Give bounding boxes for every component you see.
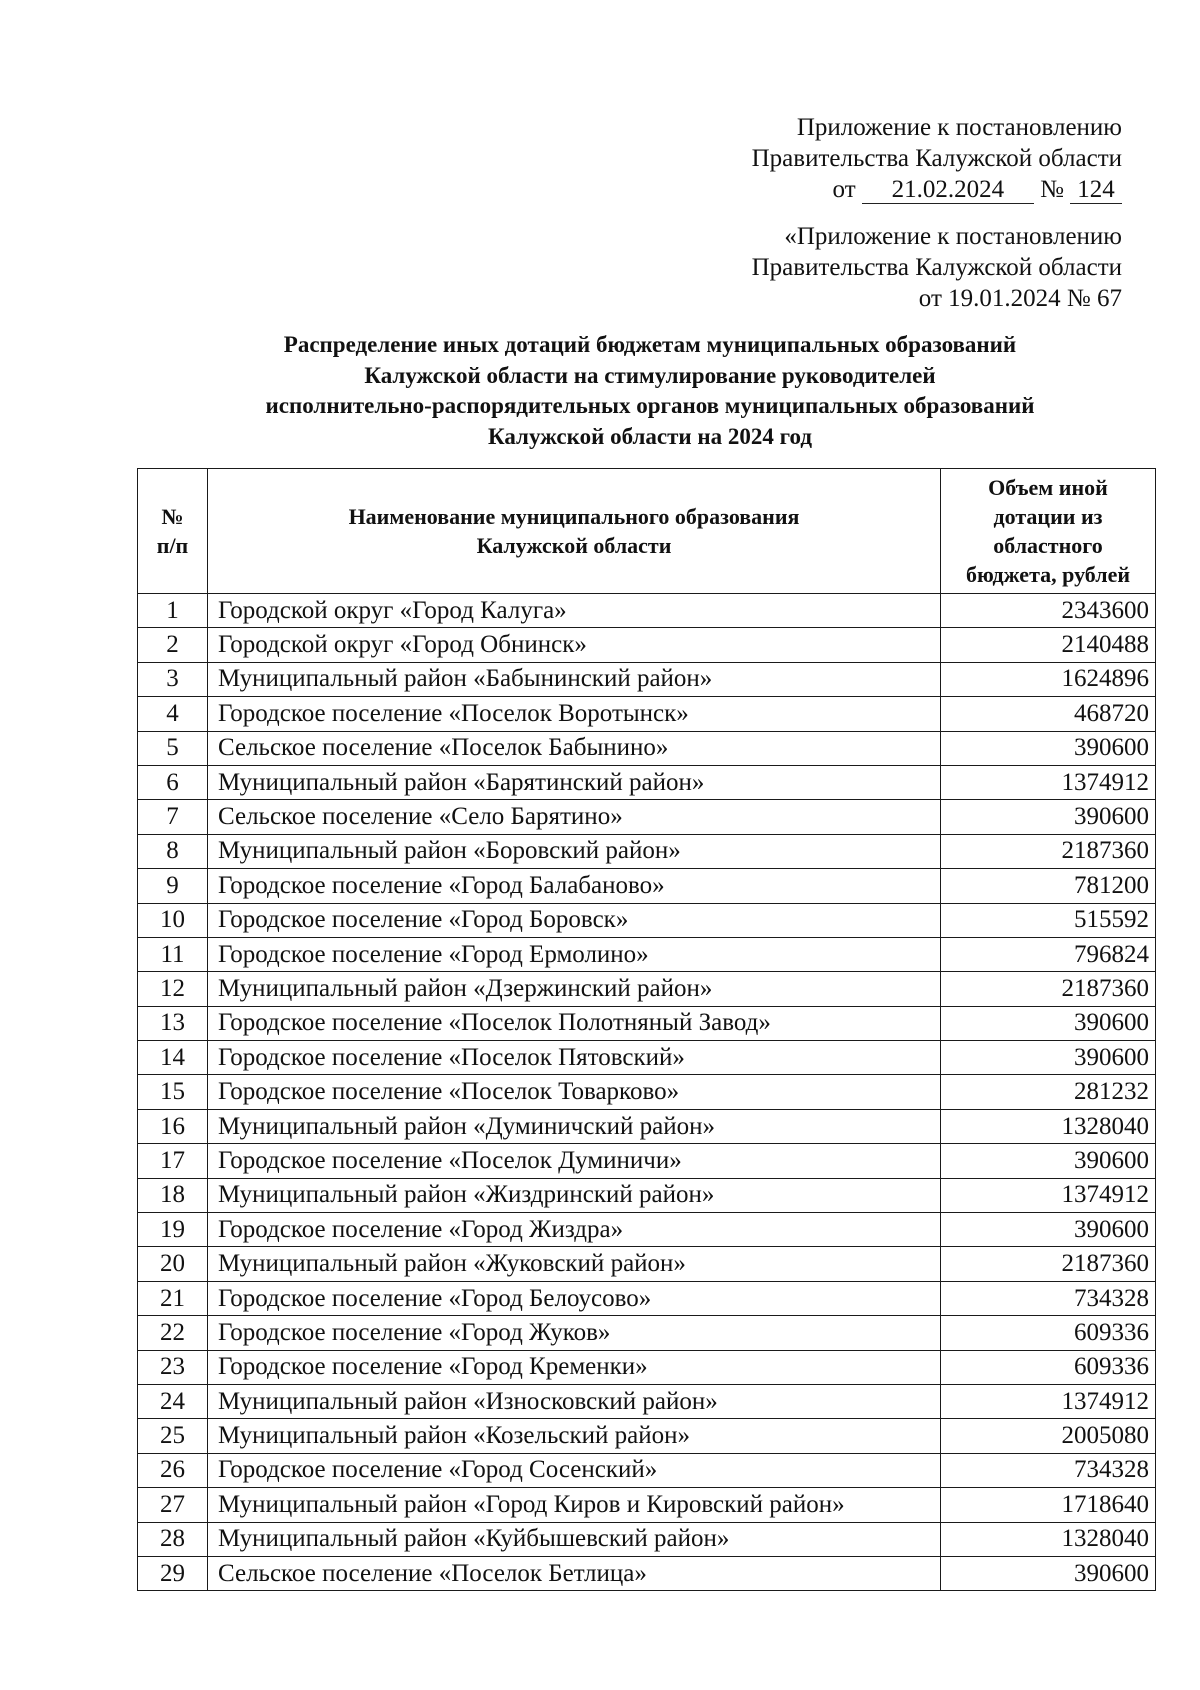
municipality-name: Сельское поселение «Поселок Бетлица» bbox=[208, 1556, 941, 1590]
row-number: 11 bbox=[138, 937, 208, 971]
municipality-name: Муниципальный район «Город Киров и Кировский район» bbox=[208, 1488, 941, 1522]
subsidy-amount: 609336 bbox=[941, 1350, 1156, 1384]
subsidy-amount: 2187360 bbox=[941, 972, 1156, 1006]
document-title bbox=[140, 330, 1160, 452]
row-number: 24 bbox=[138, 1384, 208, 1418]
table-body bbox=[138, 594, 1156, 1591]
municipality-name: Городское поселение «Город Кременки» bbox=[208, 1350, 941, 1384]
subsidy-amount: 1374912 bbox=[941, 765, 1156, 799]
row-number: 8 bbox=[138, 834, 208, 868]
municipality-name: Муниципальный район «Бабынинский район» bbox=[208, 662, 941, 696]
row-number: 7 bbox=[138, 800, 208, 834]
row-number: 29 bbox=[138, 1556, 208, 1590]
municipality-name: Муниципальный район «Жуковский район» bbox=[208, 1247, 941, 1281]
table-row bbox=[138, 1453, 1156, 1487]
row-number: 18 bbox=[138, 1178, 208, 1212]
table-row bbox=[138, 972, 1156, 1006]
row-number: 23 bbox=[138, 1350, 208, 1384]
previous-appendix-line-3: от 19.01.2024 № 67 bbox=[918, 285, 1122, 312]
municipality-name: Городское поселение «Город Жуков» bbox=[208, 1316, 941, 1350]
subsidy-amount: 515592 bbox=[941, 903, 1156, 937]
row-number: 6 bbox=[138, 765, 208, 799]
municipality-name: Муниципальный район «Барятинский район» bbox=[208, 765, 941, 799]
table-row bbox=[138, 1350, 1156, 1384]
date-prefix: от bbox=[832, 176, 856, 203]
decree-date: 21.02.2024 bbox=[862, 177, 1034, 204]
municipality-name: Городское поселение «Город Белоусово» bbox=[208, 1281, 941, 1315]
table-row bbox=[138, 662, 1156, 696]
allocation-table bbox=[137, 468, 1156, 1591]
municipality-name: Городское поселение «Город Жиздра» bbox=[208, 1213, 941, 1247]
municipality-name: Городское поселение «Поселок Думиничи» bbox=[208, 1144, 941, 1178]
subsidy-amount: 1328040 bbox=[941, 1522, 1156, 1556]
table-row bbox=[138, 937, 1156, 971]
row-number: 14 bbox=[138, 1041, 208, 1075]
column-header-name-line-2: Калужской области bbox=[476, 533, 672, 558]
table-row bbox=[138, 765, 1156, 799]
municipality-name: Городское поселение «Поселок Пятовский» bbox=[208, 1041, 941, 1075]
municipality-name: Городское поселение «Город Боровск» bbox=[208, 903, 941, 937]
previous-appendix-line-2: Правительства Калужской области bbox=[751, 254, 1122, 281]
row-number: 4 bbox=[138, 697, 208, 731]
subsidy-amount: 1374912 bbox=[941, 1384, 1156, 1418]
title-line-2: Калужской области на стимулирование руководителей bbox=[364, 362, 936, 388]
row-number: 20 bbox=[138, 1247, 208, 1281]
subsidy-amount: 734328 bbox=[941, 1281, 1156, 1315]
table-row bbox=[138, 628, 1156, 662]
appendix-line-1: Приложение к постановлению bbox=[796, 114, 1122, 141]
row-number: 1 bbox=[138, 594, 208, 628]
municipality-name: Муниципальный район «Куйбышевский район» bbox=[208, 1522, 941, 1556]
column-header-value bbox=[941, 469, 1156, 594]
municipality-name: Муниципальный район «Козельский район» bbox=[208, 1419, 941, 1453]
municipality-name: Муниципальный район «Жиздринский район» bbox=[208, 1178, 941, 1212]
row-number: 12 bbox=[138, 972, 208, 1006]
row-number: 9 bbox=[138, 869, 208, 903]
subsidy-amount: 390600 bbox=[941, 1556, 1156, 1590]
municipality-name: Сельское поселение «Село Барятино» bbox=[208, 800, 941, 834]
municipality-name: Городское поселение «Город Ермолино» bbox=[208, 937, 941, 971]
row-number: 26 bbox=[138, 1453, 208, 1487]
municipality-name: Городской округ «Город Калуга» bbox=[208, 594, 941, 628]
row-number: 19 bbox=[138, 1213, 208, 1247]
table-row bbox=[138, 1316, 1156, 1350]
subsidy-amount: 1718640 bbox=[941, 1488, 1156, 1522]
decree-number: 124 bbox=[1070, 177, 1122, 204]
row-number: 17 bbox=[138, 1144, 208, 1178]
subsidy-amount: 390600 bbox=[941, 1041, 1156, 1075]
subsidy-amount: 2343600 bbox=[941, 594, 1156, 628]
table-row bbox=[138, 1281, 1156, 1315]
table-row bbox=[138, 1144, 1156, 1178]
subsidy-amount: 2140488 bbox=[941, 628, 1156, 662]
municipality-name: Городское поселение «Поселок Полотняный Завод» bbox=[208, 1006, 941, 1040]
table-row bbox=[138, 1488, 1156, 1522]
appendix-header bbox=[752, 112, 1122, 314]
subsidy-amount: 1374912 bbox=[941, 1178, 1156, 1212]
table-row bbox=[138, 903, 1156, 937]
municipality-name: Муниципальный район «Думиничский район» bbox=[208, 1109, 941, 1143]
subsidy-amount: 2187360 bbox=[941, 834, 1156, 868]
row-number: 13 bbox=[138, 1006, 208, 1040]
title-line-4: Калужской области на 2024 год bbox=[487, 423, 813, 449]
municipality-name: Городской округ «Город Обнинск» bbox=[208, 628, 941, 662]
subsidy-amount: 781200 bbox=[941, 869, 1156, 903]
row-number: 25 bbox=[138, 1419, 208, 1453]
table-row bbox=[138, 731, 1156, 765]
municipality-name: Сельское поселение «Поселок Бабынино» bbox=[208, 731, 941, 765]
table-row bbox=[138, 1556, 1156, 1590]
row-number: 10 bbox=[138, 903, 208, 937]
subsidy-amount: 281232 bbox=[941, 1075, 1156, 1109]
row-number: 28 bbox=[138, 1522, 208, 1556]
number-sign: № bbox=[1040, 176, 1064, 203]
subsidy-amount: 796824 bbox=[941, 937, 1156, 971]
subsidy-amount: 609336 bbox=[941, 1316, 1156, 1350]
municipality-name: Городское поселение «Поселок Товарково» bbox=[208, 1075, 941, 1109]
table-row bbox=[138, 594, 1156, 628]
subsidy-amount: 2005080 bbox=[941, 1419, 1156, 1453]
title-line-1: Распределение иных дотаций бюджетам муниципальных образований bbox=[283, 332, 1017, 357]
column-header-value-line-2: дотации из bbox=[993, 504, 1103, 529]
subsidy-amount: 1328040 bbox=[941, 1109, 1156, 1143]
column-header-name-line-1: Наименование муниципального образования bbox=[348, 504, 800, 529]
table-header-row bbox=[138, 469, 1156, 594]
column-header-value-line-4: бюджета, рублей bbox=[965, 562, 1131, 587]
subsidy-amount: 468720 bbox=[941, 697, 1156, 731]
municipality-name: Муниципальный район «Износковский район» bbox=[208, 1384, 941, 1418]
municipality-name: Городское поселение «Город Балабаново» bbox=[208, 869, 941, 903]
subsidy-amount: 390600 bbox=[941, 1213, 1156, 1247]
row-number: 16 bbox=[138, 1109, 208, 1143]
row-number: 5 bbox=[138, 731, 208, 765]
municipality-name: Городское поселение «Поселок Воротынск» bbox=[208, 697, 941, 731]
row-number: 3 bbox=[138, 662, 208, 696]
subsidy-amount: 390600 bbox=[941, 731, 1156, 765]
column-header-number-line-1: № bbox=[161, 504, 184, 529]
subsidy-amount: 390600 bbox=[941, 1144, 1156, 1178]
table-row bbox=[138, 800, 1156, 834]
column-header-value-line-3: областного bbox=[993, 533, 1103, 558]
municipality-name: Муниципальный район «Боровский район» bbox=[208, 834, 941, 868]
row-number: 15 bbox=[138, 1075, 208, 1109]
subsidy-amount: 390600 bbox=[941, 800, 1156, 834]
column-header-number-line-2: п/п bbox=[156, 533, 189, 558]
column-header-name bbox=[208, 469, 941, 594]
row-number: 22 bbox=[138, 1316, 208, 1350]
table-row bbox=[138, 1213, 1156, 1247]
subsidy-amount: 390600 bbox=[941, 1006, 1156, 1040]
table-row bbox=[138, 834, 1156, 868]
title-line-3: исполнительно-распорядительных органов муниципальных образований bbox=[265, 393, 1035, 418]
table-row bbox=[138, 869, 1156, 903]
municipality-name: Муниципальный район «Дзержинский район» bbox=[208, 972, 941, 1006]
municipality-name: Городское поселение «Город Сосенский» bbox=[208, 1453, 941, 1487]
row-number: 2 bbox=[138, 628, 208, 662]
table-row bbox=[138, 1075, 1156, 1109]
appendix-date-line bbox=[752, 174, 1122, 205]
table-row bbox=[138, 1006, 1156, 1040]
table-row bbox=[138, 697, 1156, 731]
previous-appendix-line-1: «Приложение к постановлению bbox=[784, 223, 1122, 250]
row-number: 21 bbox=[138, 1281, 208, 1315]
table-row bbox=[138, 1109, 1156, 1143]
table-row bbox=[138, 1384, 1156, 1418]
subsidy-amount: 2187360 bbox=[941, 1247, 1156, 1281]
table-row bbox=[138, 1419, 1156, 1453]
appendix-line-2: Правительства Калужской области bbox=[751, 145, 1122, 172]
table-row bbox=[138, 1247, 1156, 1281]
table-row bbox=[138, 1041, 1156, 1075]
column-header-value-line-1: Объем иной bbox=[988, 475, 1108, 500]
subsidy-amount: 1624896 bbox=[941, 662, 1156, 696]
subsidy-amount: 734328 bbox=[941, 1453, 1156, 1487]
column-header-number bbox=[138, 469, 208, 594]
table-row bbox=[138, 1522, 1156, 1556]
table-row bbox=[138, 1178, 1156, 1212]
row-number: 27 bbox=[138, 1488, 208, 1522]
